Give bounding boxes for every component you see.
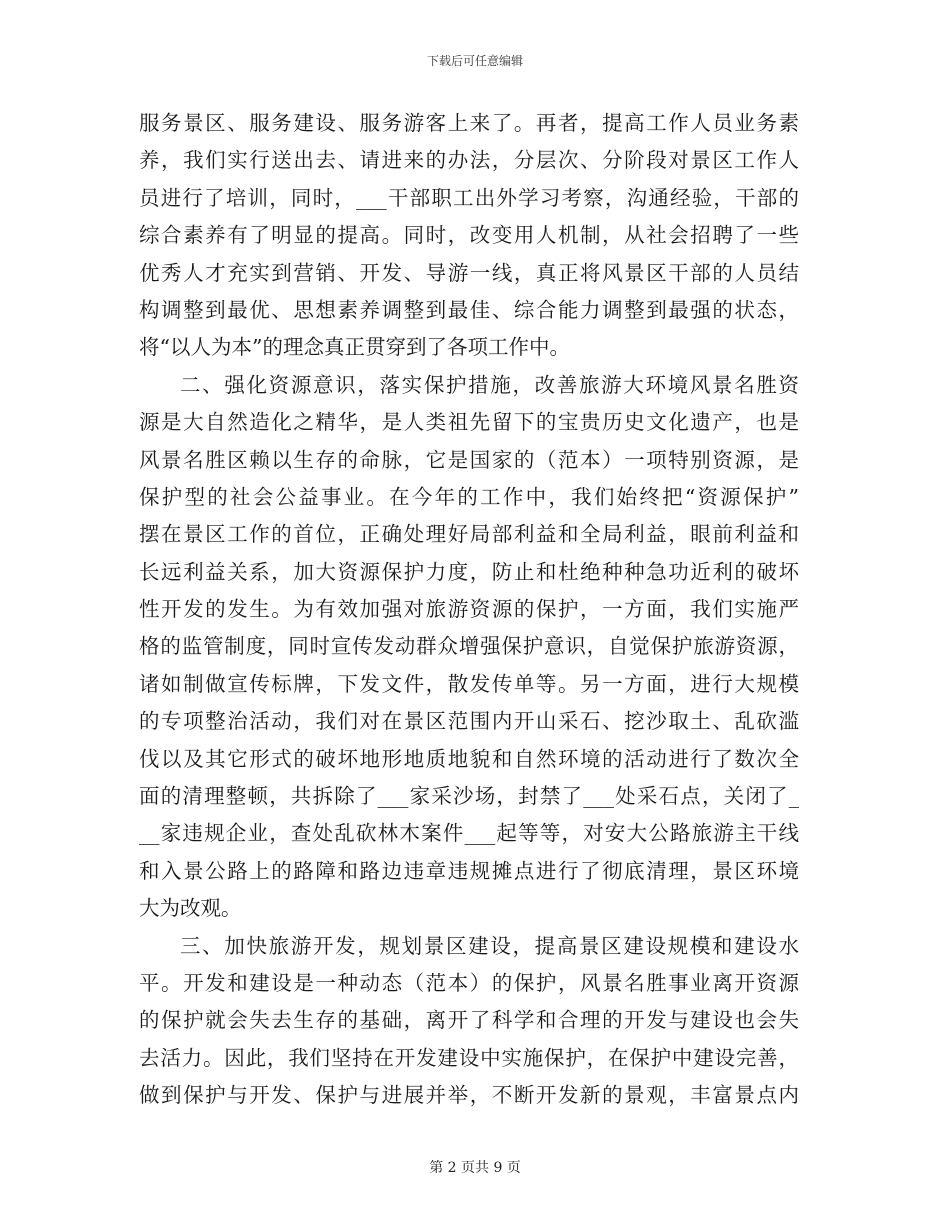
text-line: 员进行了培训，同时，___干部职工出外学习考察，沟通经验，干部的: [139, 185, 799, 210]
text-line: 做到保护与开发、保护与进展并举，不断开发新的景观，丰富景点内: [139, 1083, 799, 1108]
page-footer: 第 2 页共 9 页: [429, 1160, 521, 1176]
text-line: 格的监管制度，同时宣传发动群众增强保护意识，自觉保护旅游资源，: [139, 634, 799, 659]
text-line: 长远利益关系，加大资源保护力度，防止和杜绝种种急功近利的破坏: [139, 559, 799, 584]
text-line: 综合素养有了明显的提高。同时，改变用人机制，从社会招聘了一些: [139, 223, 799, 248]
text-line: 和入景公路上的路障和路边违章违规摊点进行了彻底清理，景区环境: [139, 858, 799, 883]
text-line: 构调整到最优、思想素养调整到最佳、综合能力调整到最强的状态，: [139, 297, 799, 322]
page-header: 下载后可任意编辑: [426, 54, 523, 68]
text-line: 面的清理整顿，共拆除了___家采沙场，封禁了___处采石点，关闭了_: [139, 784, 799, 809]
text-line: __家违规企业，查处乱砍林木案件___起等等，对安大公路旅游主干线: [139, 821, 799, 846]
text-line: 去活力。因此，我们坚持在开发建设中实施保护，在保护中建设完善，: [139, 1045, 799, 1070]
text-line: 保护型的社会公益事业。在今年的工作中，我们始终把“资源保护”: [139, 484, 799, 509]
text-line: 摆在景区工作的首位，正确处理好局部利益和全局利益，眼前利益和: [139, 522, 799, 547]
text-line: 的专项整治活动，我们对在景区范围内开山采石、挖沙取土、乱砍滥: [139, 709, 799, 734]
text-line: 服务景区、服务建设、服务游客上来了。再者，提高工作人员业务素: [139, 111, 799, 135]
text-line: 风景名胜区赖以生存的命脉，它是国家的（范本）一项特别资源，是: [139, 447, 799, 472]
text-line: 诸如制做宣传标牌，下发文件，散发传单等。另一方面，进行大规模: [139, 671, 799, 696]
text-line: 源是大自然造化之精华，是人类祖先留下的宝贵历史文化遗产，也是: [139, 410, 799, 435]
body-text: [139, 105, 799, 1115]
text-line: 平。开发和建设是一种动态（范本）的保护，风景名胜事业离开资源: [139, 970, 799, 995]
text-line: 大为改观。: [139, 896, 242, 921]
text-line: 性开发的发生。为有效加强对旅游资源的保护，一方面，我们实施严: [139, 597, 799, 622]
text-line: 的保护就会失去生存的基础，离开了科学和合理的开发与建设也会失: [139, 1008, 799, 1033]
text-line: 将“以人为本”的理念真正贯穿到了各项工作中。: [139, 335, 570, 360]
text-line: 伐以及其它形式的破坏地形地质地貌和自然环境的活动进行了数次全: [139, 746, 799, 771]
text-line: 优秀人才充实到营销、开发、导游一线，真正将风景区干部的人员结: [139, 260, 799, 285]
paragraph-start-line: 三、加快旅游开发，规划景区建设，提高景区建设规模和建设水: [180, 933, 799, 958]
text-line: 养，我们实行送出去、请进来的办法，分层次、分阶段对景区工作人: [139, 148, 799, 173]
paragraph-start-line: 二、强化资源意识，落实保护措施，改善旅游大环境风景名胜资: [180, 372, 799, 397]
